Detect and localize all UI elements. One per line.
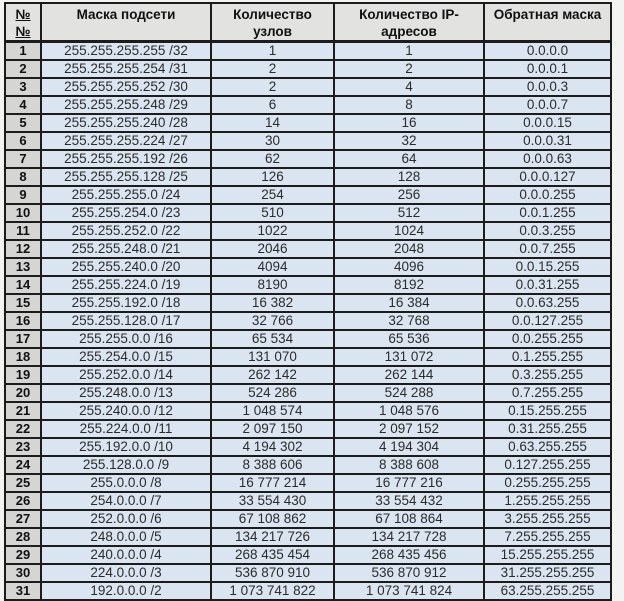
table-row — [5, 420, 611, 438]
cell-ips: 16 — [334, 114, 484, 132]
cell-ips: 2 097 152 — [334, 420, 484, 438]
cell-wildcard: 0.0.255.255 — [484, 330, 611, 348]
cell-wildcard: 0.127.255.255 — [484, 456, 611, 474]
cell-wildcard: 0.0.0.7 — [484, 96, 611, 114]
cell-wildcard: 15.255.255.255 — [484, 546, 611, 564]
cell-mask: 252.0.0.0 /6 — [41, 510, 211, 528]
cell-num: 21 — [5, 402, 41, 420]
cell-mask: 255.255.255.224 /27 — [41, 132, 211, 150]
cell-wildcard: 1.255.255.255 — [484, 492, 611, 510]
cell-mask: 255.255.255.255 /32 — [41, 42, 211, 61]
cell-wildcard: 0.0.0.255 — [484, 186, 611, 204]
cell-hosts: 33 554 430 — [211, 492, 334, 510]
cell-hosts: 510 — [211, 204, 334, 222]
cell-wildcard: 0.0.31.255 — [484, 276, 611, 294]
cell-hosts: 8190 — [211, 276, 334, 294]
cell-num: 16 — [5, 312, 41, 330]
cell-wildcard: 0.0.15.255 — [484, 258, 611, 276]
table-row — [5, 402, 611, 420]
cell-wildcard: 0.0.63.255 — [484, 294, 611, 312]
table-row — [5, 78, 611, 96]
cell-mask: 255.252.0.0 /14 — [41, 366, 211, 384]
header-host-count: Количество узлов — [211, 3, 334, 42]
cell-hosts: 536 870 910 — [211, 564, 334, 582]
cell-mask: 255.255.192.0 /18 — [41, 294, 211, 312]
cell-wildcard: 31.255.255.255 — [484, 564, 611, 582]
cell-hosts: 2 — [211, 78, 334, 96]
cell-ips: 1 048 576 — [334, 402, 484, 420]
cell-num: 14 — [5, 276, 41, 294]
table-row — [5, 132, 611, 150]
cell-hosts: 16 382 — [211, 294, 334, 312]
cell-hosts: 8 388 606 — [211, 456, 334, 474]
table-row — [5, 366, 611, 384]
cell-mask: 224.0.0.0 /3 — [41, 564, 211, 582]
table-row — [5, 456, 611, 474]
cell-mask: 255.255.128.0 /17 — [41, 312, 211, 330]
cell-mask: 255.255.254.0 /23 — [41, 204, 211, 222]
cell-num: 11 — [5, 222, 41, 240]
cell-wildcard: 0.31.255.255 — [484, 420, 611, 438]
cell-wildcard: 0.0.1.255 — [484, 204, 611, 222]
cell-wildcard: 0.0.127.255 — [484, 312, 611, 330]
cell-num: 30 — [5, 564, 41, 582]
cell-wildcard: 0.63.255.255 — [484, 438, 611, 456]
cell-ips: 8192 — [334, 276, 484, 294]
cell-hosts: 1 073 741 822 — [211, 582, 334, 600]
subnet-mask-table — [4, 2, 612, 601]
cell-mask: 255.255.224.0 /19 — [41, 276, 211, 294]
cell-ips: 64 — [334, 150, 484, 168]
cell-ips: 536 870 912 — [334, 564, 484, 582]
cell-wildcard: 0.0.0.63 — [484, 150, 611, 168]
cell-ips: 8 — [334, 96, 484, 114]
header-wildcard-mask: Обратная маска — [484, 3, 611, 42]
cell-ips: 262 144 — [334, 366, 484, 384]
table-row — [5, 294, 611, 312]
table-row — [5, 330, 611, 348]
cell-num: 5 — [5, 114, 41, 132]
cell-hosts: 254 — [211, 186, 334, 204]
cell-hosts: 65 534 — [211, 330, 334, 348]
cell-wildcard: 63.255.255.255 — [484, 582, 611, 600]
cell-hosts: 134 217 726 — [211, 528, 334, 546]
cell-mask: 255.255.248.0 /21 — [41, 240, 211, 258]
cell-ips: 33 554 432 — [334, 492, 484, 510]
cell-hosts: 62 — [211, 150, 334, 168]
cell-num: 12 — [5, 240, 41, 258]
table-header — [5, 3, 611, 42]
cell-mask: 255.255.255.128 /25 — [41, 168, 211, 186]
cell-hosts: 262 142 — [211, 366, 334, 384]
cell-hosts: 131 070 — [211, 348, 334, 366]
table-row — [5, 60, 611, 78]
table-row — [5, 276, 611, 294]
cell-num: 20 — [5, 384, 41, 402]
cell-mask: 255.254.0.0 /15 — [41, 348, 211, 366]
cell-ips: 32 768 — [334, 312, 484, 330]
cell-wildcard: 0.0.0.127 — [484, 168, 611, 186]
cell-mask: 248.0.0.0 /5 — [41, 528, 211, 546]
cell-hosts: 1 — [211, 42, 334, 61]
cell-wildcard: 0.0.7.255 — [484, 240, 611, 258]
cell-num: 17 — [5, 330, 41, 348]
cell-num: 25 — [5, 474, 41, 492]
table-body — [5, 42, 611, 601]
cell-hosts: 30 — [211, 132, 334, 150]
cell-wildcard: 0.0.0.15 — [484, 114, 611, 132]
cell-ips: 128 — [334, 168, 484, 186]
cell-ips: 268 435 456 — [334, 546, 484, 564]
cell-mask: 255.255.0.0 /16 — [41, 330, 211, 348]
table-row — [5, 168, 611, 186]
cell-mask: 255.192.0.0 /10 — [41, 438, 211, 456]
cell-ips: 1 — [334, 42, 484, 61]
cell-ips: 134 217 728 — [334, 528, 484, 546]
cell-mask: 255.128.0.0 /9 — [41, 456, 211, 474]
cell-hosts: 1022 — [211, 222, 334, 240]
cell-wildcard: 0.0.0.0 — [484, 42, 611, 61]
table-row — [5, 564, 611, 582]
cell-ips: 32 — [334, 132, 484, 150]
cell-wildcard: 0.0.0.31 — [484, 132, 611, 150]
cell-wildcard: 0.0.0.1 — [484, 60, 611, 78]
cell-num: 27 — [5, 510, 41, 528]
cell-num: 22 — [5, 420, 41, 438]
cell-hosts: 67 108 862 — [211, 510, 334, 528]
cell-mask: 255.255.255.240 /28 — [41, 114, 211, 132]
cell-mask: 240.0.0.0 /4 — [41, 546, 211, 564]
cell-num: 4 — [5, 96, 41, 114]
header-ip-count: Количество IP-адресов — [334, 3, 484, 42]
cell-mask: 255.224.0.0 /11 — [41, 420, 211, 438]
cell-num: 2 — [5, 60, 41, 78]
cell-hosts: 32 766 — [211, 312, 334, 330]
cell-mask: 255.255.255.0 /24 — [41, 186, 211, 204]
cell-wildcard: 0.15.255.255 — [484, 402, 611, 420]
cell-num: 13 — [5, 258, 41, 276]
cell-wildcard: 0.7.255.255 — [484, 384, 611, 402]
cell-mask: 255.255.252.0 /22 — [41, 222, 211, 240]
cell-hosts: 2 — [211, 60, 334, 78]
cell-ips: 4 — [334, 78, 484, 96]
table-row — [5, 222, 611, 240]
cell-hosts: 4094 — [211, 258, 334, 276]
cell-ips: 16 777 216 — [334, 474, 484, 492]
header-row — [5, 3, 611, 42]
cell-ips: 512 — [334, 204, 484, 222]
cell-ips: 1024 — [334, 222, 484, 240]
table-row — [5, 348, 611, 366]
cell-wildcard: 0.0.3.255 — [484, 222, 611, 240]
cell-num: 7 — [5, 150, 41, 168]
cell-num: 10 — [5, 204, 41, 222]
cell-num: 28 — [5, 528, 41, 546]
table-row — [5, 528, 611, 546]
cell-hosts: 4 194 302 — [211, 438, 334, 456]
cell-ips: 1 073 741 824 — [334, 582, 484, 600]
table-row — [5, 582, 611, 600]
cell-num: 15 — [5, 294, 41, 312]
cell-mask: 255.255.240.0 /20 — [41, 258, 211, 276]
cell-num: 19 — [5, 366, 41, 384]
cell-ips: 4 194 304 — [334, 438, 484, 456]
cell-num: 29 — [5, 546, 41, 564]
cell-num: 9 — [5, 186, 41, 204]
cell-hosts: 1 048 574 — [211, 402, 334, 420]
table-row — [5, 96, 611, 114]
cell-ips: 8 388 608 — [334, 456, 484, 474]
cell-mask: 254.0.0.0 /7 — [41, 492, 211, 510]
table-row — [5, 258, 611, 276]
table-row — [5, 492, 611, 510]
cell-mask: 255.240.0.0 /12 — [41, 402, 211, 420]
table-row — [5, 312, 611, 330]
cell-mask: 255.255.255.254 /31 — [41, 60, 211, 78]
cell-num: 24 — [5, 456, 41, 474]
table-row — [5, 204, 611, 222]
cell-mask: 192.0.0.0 /2 — [41, 582, 211, 600]
cell-hosts: 126 — [211, 168, 334, 186]
table-row — [5, 474, 611, 492]
cell-num: 18 — [5, 348, 41, 366]
cell-hosts: 2046 — [211, 240, 334, 258]
cell-mask: 255.255.255.252 /30 — [41, 78, 211, 96]
cell-hosts: 16 777 214 — [211, 474, 334, 492]
cell-num: 6 — [5, 132, 41, 150]
cell-ips: 67 108 864 — [334, 510, 484, 528]
cell-ips: 524 288 — [334, 384, 484, 402]
cell-num: 3 — [5, 78, 41, 96]
table-row — [5, 150, 611, 168]
cell-mask: 255.0.0.0 /8 — [41, 474, 211, 492]
cell-ips: 4096 — [334, 258, 484, 276]
cell-wildcard: 0.255.255.255 — [484, 474, 611, 492]
table-row — [5, 438, 611, 456]
cell-hosts: 6 — [211, 96, 334, 114]
header-subnet-mask: Маска подсети — [41, 3, 211, 42]
cell-num: 23 — [5, 438, 41, 456]
cell-hosts: 524 286 — [211, 384, 334, 402]
table-row — [5, 510, 611, 528]
cell-num: 1 — [5, 42, 41, 61]
cell-wildcard: 0.3.255.255 — [484, 366, 611, 384]
cell-mask: 255.255.255.248 /29 — [41, 96, 211, 114]
cell-num: 26 — [5, 492, 41, 510]
cell-ips: 131 072 — [334, 348, 484, 366]
table-row — [5, 186, 611, 204]
cell-ips: 256 — [334, 186, 484, 204]
table-row — [5, 384, 611, 402]
cell-ips: 16 384 — [334, 294, 484, 312]
cell-num: 31 — [5, 582, 41, 600]
cell-hosts: 14 — [211, 114, 334, 132]
cell-ips: 2 — [334, 60, 484, 78]
cell-ips: 65 536 — [334, 330, 484, 348]
cell-num: 8 — [5, 168, 41, 186]
cell-hosts: 268 435 454 — [211, 546, 334, 564]
table-row — [5, 240, 611, 258]
cell-wildcard: 0.0.0.3 — [484, 78, 611, 96]
cell-wildcard: 7.255.255.255 — [484, 528, 611, 546]
cell-ips: 2048 — [334, 240, 484, 258]
cell-hosts: 2 097 150 — [211, 420, 334, 438]
table-row — [5, 546, 611, 564]
table-row — [5, 114, 611, 132]
cell-wildcard: 3.255.255.255 — [484, 510, 611, 528]
header-number: №№ — [5, 3, 41, 42]
cell-mask: 255.255.255.192 /26 — [41, 150, 211, 168]
cell-mask: 255.248.0.0 /13 — [41, 384, 211, 402]
table-row — [5, 42, 611, 61]
cell-wildcard: 0.1.255.255 — [484, 348, 611, 366]
